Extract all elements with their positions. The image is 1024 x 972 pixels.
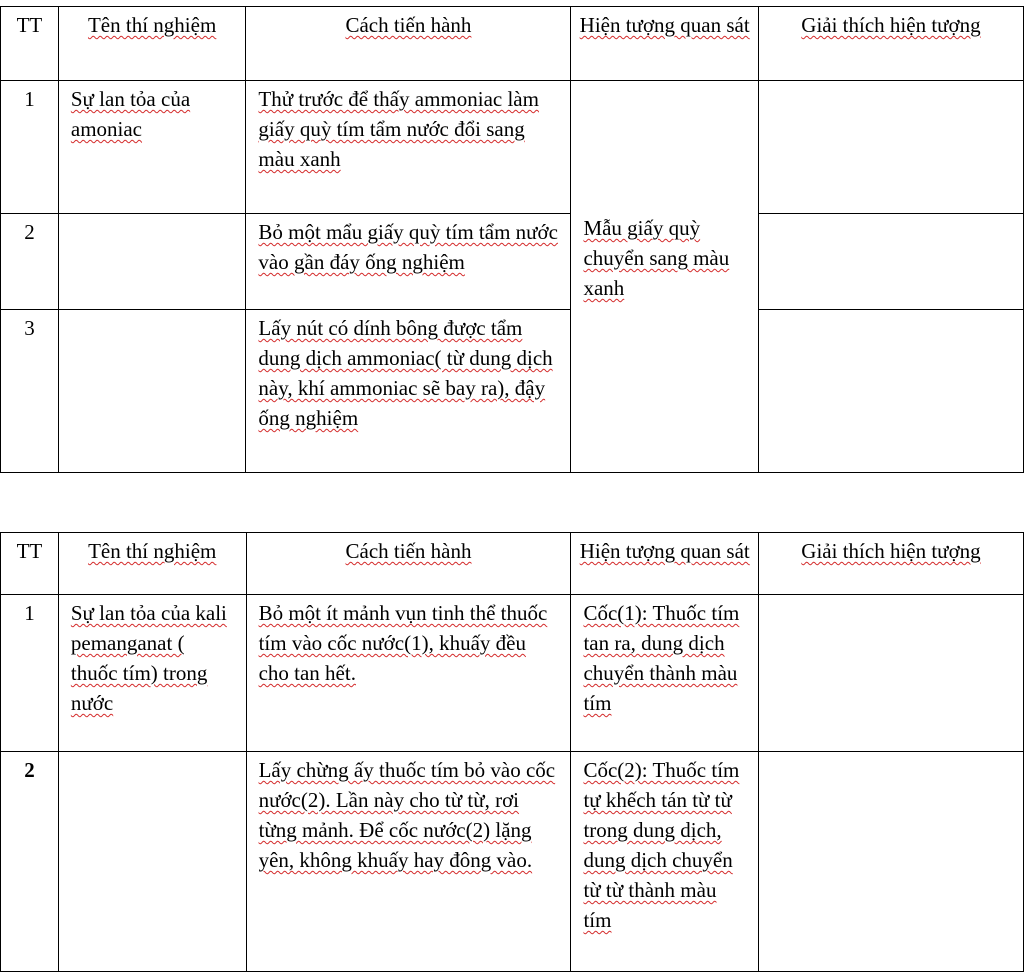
- phenomenon-merged-cell: Mẫu giấy quỳ chuyển sang màu xanh: [571, 81, 759, 473]
- row-number: 1: [1, 81, 59, 214]
- experiment-name-cell: [58, 214, 246, 310]
- header-method: Cách tiến hành: [246, 533, 571, 595]
- experiment-name-cell: [58, 310, 246, 473]
- table-row: [1, 752, 1024, 972]
- row-number: 1: [1, 595, 59, 752]
- header-experiment-name: Tên thí nghiệm: [58, 533, 246, 595]
- row-number: 2: [1, 752, 59, 972]
- method-cell: Thử trước để thấy ammoniac làm giấy quỳ tím tẩm nước đổi sang màu xanh: [246, 81, 571, 214]
- explanation-cell: [758, 81, 1023, 214]
- experiment-name-cell: Sự lan tỏa của kali pemanganat ( thuốc tím) trong nước: [58, 595, 246, 752]
- header-tt: TT: [1, 7, 59, 81]
- header-method: Cách tiến hành: [246, 7, 571, 81]
- header-experiment-name: Tên thí nghiệm: [58, 7, 246, 81]
- header-tt: TT: [1, 533, 59, 595]
- header-phenomenon: Hiện tượng quan sát: [571, 533, 759, 595]
- header-explanation: Giải thích hiện tượng: [758, 7, 1023, 81]
- experiment-table-permanganate: [0, 532, 1024, 972]
- method-cell: Lấy nút có dính bông được tẩm dung dịch ammoniac( từ dung dịch này, khí ammoniac sẽ bay ra), đậy ống nghiệm: [246, 310, 571, 473]
- explanation-cell: [758, 595, 1023, 752]
- experiment-name-cell: Sự lan tỏa của amoniac: [58, 81, 246, 214]
- table-row: [1, 595, 1024, 752]
- method-cell: Bỏ một mẩu giấy quỳ tím tẩm nước vào gần đáy ống nghiệm: [246, 214, 571, 310]
- row-number: 3: [1, 310, 59, 473]
- header-phenomenon: Hiện tượng quan sát: [571, 7, 759, 81]
- table-row: [1, 81, 1024, 214]
- table-header-row: [1, 533, 1024, 595]
- experiment-table-ammonia: [0, 6, 1024, 473]
- explanation-cell: [758, 310, 1023, 473]
- table-header-row: [1, 7, 1024, 81]
- header-explanation: Giải thích hiện tượng: [758, 533, 1023, 595]
- phenomenon-cell: Cốc(1): Thuốc tím tan ra, dung dịch chuyển thành màu tím: [571, 595, 759, 752]
- method-cell: Bỏ một ít mảnh vụn tinh thể thuốc tím vào cốc nước(1), khuấy đều cho tan hết.: [246, 595, 571, 752]
- method-cell: Lấy chừng ấy thuốc tím bỏ vào cốc nước(2). Lần này cho từ từ, rơi từng mảnh. Để cốc nước(2) lặng yên, không khuấy hay đông vào.: [246, 752, 571, 972]
- explanation-cell: [758, 752, 1023, 972]
- table-row: [1, 214, 1024, 310]
- row-number: 2: [1, 214, 59, 310]
- experiment-name-cell: [58, 752, 246, 972]
- phenomenon-cell: Cốc(2): Thuốc tím tự khếch tán từ từ trong dung dịch, dung dịch chuyển từ từ thành màu tím: [571, 752, 759, 972]
- explanation-cell: [758, 214, 1023, 310]
- table-row: [1, 310, 1024, 473]
